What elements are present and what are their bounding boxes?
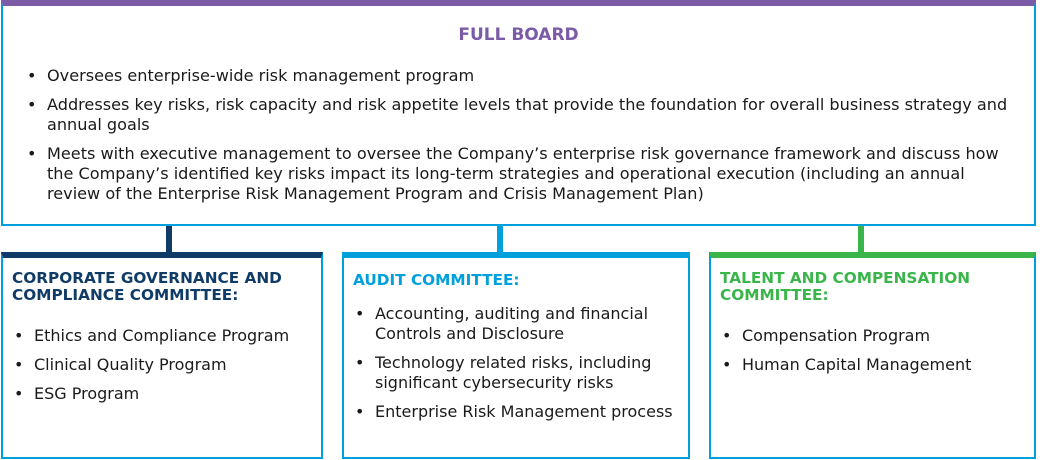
bullet-icon: •: [722, 355, 732, 374]
bullet-icon: •: [14, 326, 24, 345]
list-item: • Clinical Quality Program: [14, 355, 227, 374]
list-item: • Compensation Program: [722, 326, 931, 345]
bullet-icon: •: [355, 353, 365, 372]
full-board-list: [27, 66, 1022, 213]
bullet-icon: •: [27, 144, 37, 163]
list-item: • Enterprise Risk Management process: [355, 402, 673, 421]
bullet-icon: •: [355, 304, 365, 323]
audit-committee-list: [355, 304, 684, 431]
list-item: • Addresses key risks, risk capacity and risk appetite levels that provide the foundation for overall business strategy and annual goals: [27, 95, 1008, 134]
list-item: • Human Capital Management: [722, 355, 972, 374]
bullet-icon: •: [355, 402, 365, 421]
audit-committee-title: AUDIT COMMITTEE:: [353, 271, 520, 289]
bullet-icon: •: [722, 326, 732, 345]
audit-committee-box: [342, 252, 690, 459]
full-board-title: FULL BOARD: [458, 25, 579, 45]
governance-committee-title: CORPORATE GOVERNANCE AND COMPLIANCE COMMITTEE:: [12, 269, 282, 304]
governance-committee-box: [1, 252, 323, 459]
governance-committee-list: [14, 326, 317, 413]
list-item: • Meets with executive management to oversee the Company’s enterprise risk governance framework and discuss how the Company’s identified key risks impact its long-term strategies and operational execution (including an annual review of the Enterprise Risk Management Program and Crisis Management Plan): [27, 144, 999, 203]
talent-committee-box: [709, 252, 1036, 459]
connector-audit: [497, 226, 503, 252]
talent-committee-title: TALENT AND COMPENSATION COMMITTEE:: [720, 269, 971, 304]
bullet-icon: •: [27, 66, 37, 85]
talent-committee-list: [722, 326, 1030, 384]
bullet-icon: •: [14, 355, 24, 374]
list-item: • ESG Program: [14, 384, 140, 403]
connector-talent: [858, 226, 864, 252]
bullet-icon: •: [14, 384, 24, 403]
list-item: • Technology related risks, including significant cybersecurity risks: [355, 353, 652, 392]
list-item: • Accounting, auditing and financial Controls and Disclosure: [355, 304, 649, 343]
bullet-icon: •: [27, 95, 37, 114]
full-board-box: [1, 0, 1036, 226]
connector-governance: [166, 226, 172, 252]
list-item: • Ethics and Compliance Program: [14, 326, 290, 345]
list-item: • Oversees enterprise-wide risk management program: [27, 66, 475, 85]
